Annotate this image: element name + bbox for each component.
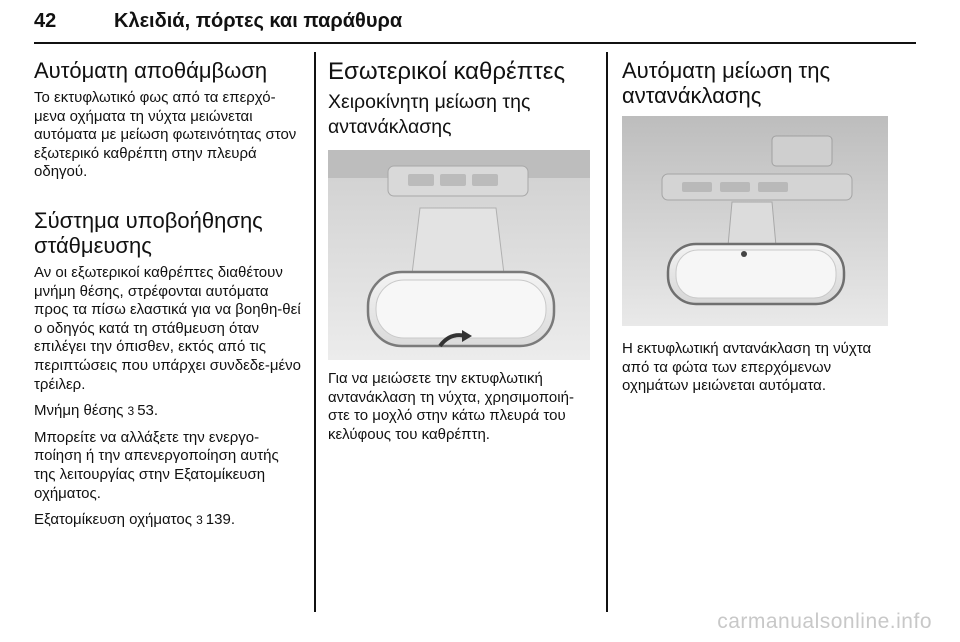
column-divider-2 bbox=[606, 52, 608, 612]
figure-manual-mirror bbox=[328, 150, 590, 360]
column-left bbox=[34, 58, 302, 538]
heading-auto-antiglare: Αυτόματη μείωση της αντανάκλασης bbox=[622, 58, 831, 108]
figure-auto-mirror bbox=[622, 116, 888, 326]
reference-arrow-icon: 3 bbox=[127, 404, 135, 419]
reference-personalization-text: Εξατομίκευση οχήματος bbox=[34, 511, 192, 529]
paragraph-personalization: Μπορείτε να αλλάξετε την ενεργο-ποίηση ή την απενεργοποίηση αυτής της λειτουργίας στην Εξατομίκευση οχήματος. bbox=[34, 428, 279, 502]
running-title: Κλειδιά, πόρτες και παράθυρα bbox=[114, 10, 403, 32]
reference-personalization bbox=[34, 511, 302, 530]
reference-personalization-page: 139. bbox=[205, 511, 235, 529]
auto-mirror-illustration bbox=[622, 116, 888, 326]
heading-auto-dimming: Αυτόματη αποθάμβωση bbox=[34, 58, 268, 83]
header-rule bbox=[34, 42, 916, 44]
mirror-lever-illustration bbox=[328, 150, 590, 360]
page-number: 42 bbox=[34, 10, 57, 32]
reference-memory-page: 53. bbox=[137, 402, 159, 420]
paragraph-auto-dimming: Το εκτυφλωτικό φως από τα επερχό-μενα οχήματα τη νύχτα μειώνεται αυτόματα με μείωση φωτεινότητας στον εξωτερικό καθρέπτη στην πλευρά οδηγού. bbox=[34, 89, 297, 181]
paragraph-manual-dimming: Για να μειώσετε την εκτυφλωτική αντανάκλαση τη νύχτα, χρησιμοποιή-στε το μοχλό στην κάτω πλευρά του κελύφους του καθρέπτη. bbox=[328, 370, 574, 443]
reference-memory bbox=[34, 402, 302, 421]
page-header bbox=[34, 10, 914, 42]
heading-parking-assist: Σύστημα υποβοήθησης στάθμευσης bbox=[34, 207, 263, 258]
column-divider-1 bbox=[314, 52, 316, 612]
reference-memory-text: Μνήμη θέσης bbox=[34, 402, 124, 420]
column-middle bbox=[328, 58, 590, 452]
heading-manual-dimming: Χειροκίνητη μείωση της αντανάκλασης bbox=[328, 91, 531, 138]
watermark: carmanualsonline.info bbox=[717, 610, 932, 633]
paragraph-parking-assist: Αν οι εξωτερικοί καθρέπτες διαθέτουν μνήμη θέσης, στρέφονται αυτόματα προς τα πίσω ελαστικά για να βοηθη-θεί ο οδηγός κατά τη στάθμευση όταν επιλέγει την όπισθεν, εκτός από τις περιπτώσεις που υπάρχει συνδεδε-μένο τρέιλερ. bbox=[34, 263, 302, 393]
reference-arrow-icon: 3 bbox=[196, 513, 203, 528]
paragraph-auto-antiglare: Η εκτυφλωτική αντανάκλαση τη νύχτα από τα φώτα των επερχόμενων οχημάτων μειώνεται αυτόματα. bbox=[622, 340, 872, 395]
column-right bbox=[622, 58, 890, 404]
section-title: Εσωτερικοί καθρέπτες bbox=[328, 58, 566, 85]
